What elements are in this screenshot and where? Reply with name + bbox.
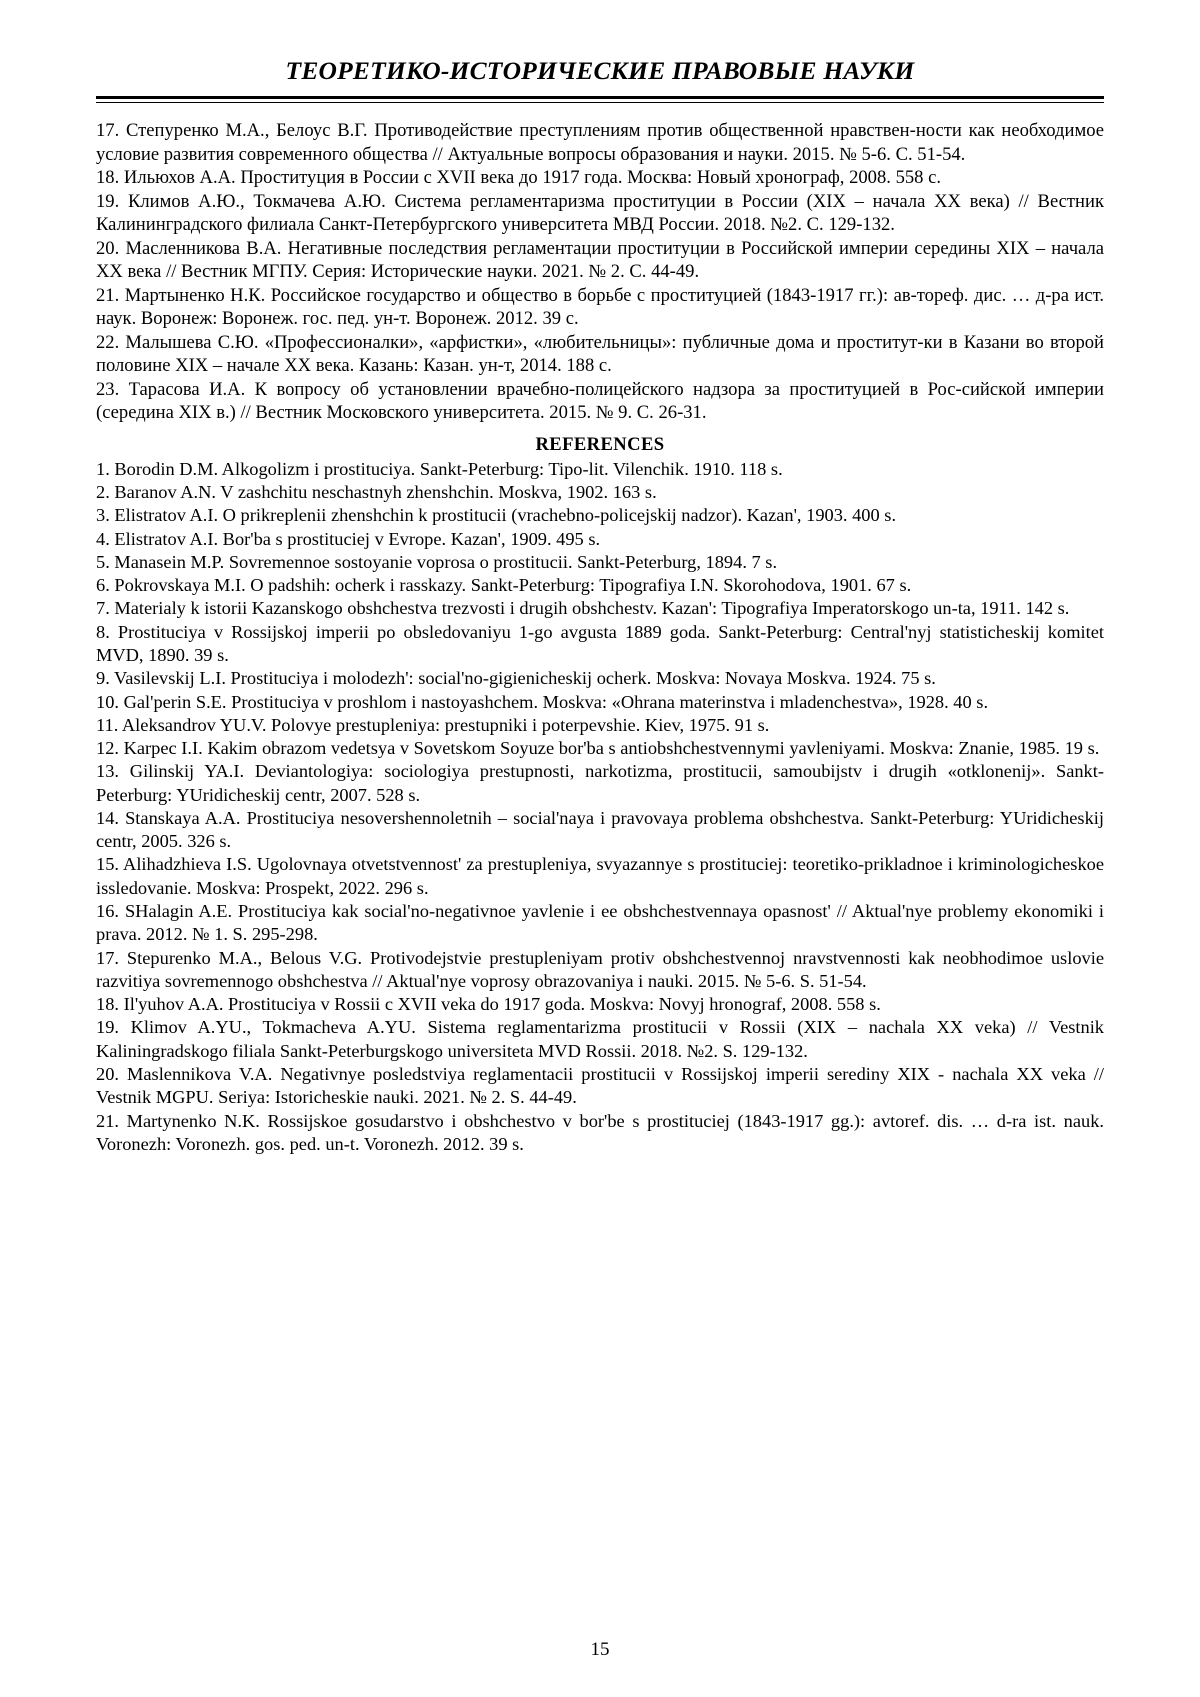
reference-item: 17. Степуренко М.А., Белоус В.Г. Противодействие преступлениям против общественной нравствен-ности как необходимое условие развития современного общества // Актуальные вопросы образования и науки. 2015. № 5-6. С. 51-54. <box>96 120 1104 165</box>
reference-item: 10. Gal'perin S.E. Prostituciya v proshlom i nastoyashchem. Moskva: «Ohrana materinstva i mladenchestva», 1928. 40 s. <box>96 691 989 712</box>
page-title: ТЕОРЕТИКО-ИСТОРИЧЕСКИЕ ПРАВОВЫЕ НАУКИ <box>285 56 915 85</box>
references-heading: REFERENCES <box>535 433 665 455</box>
reference-item: 6. Pokrovskaya M.I. O padshih: ocherk i rasskazy. Sankt-Peterburg: Tipografiya I.N. Skorohodova, 1901. 67 s. <box>96 575 912 596</box>
references-cyrillic-list <box>96 119 1104 425</box>
reference-item: 4. Elistratov A.I. Bor'ba s prostituciej v Evrope. Kazan', 1909. 495 s. <box>96 528 601 549</box>
reference-item: 22. Малышева С.Ю. «Профессионалки», «арфистки», «любительницы»: публичные дома и проститут-ки в Казани во второй половине XIX – начале XX века. Казань: Казан. ун-т, 2014. 188 с. <box>96 331 1104 377</box>
reference-item: 20. Maslennikova V.A. Negativnye posledstviya reglamentacii prostitucii v Rossijskoj imperii serediny XIX - nachala XX veka // Vestnik MGPU. Seriya: Istoricheskie nauki. 2021. № 2. S. 44-49. <box>96 1064 1104 1108</box>
header-divider <box>96 96 1104 103</box>
reference-item: 20. Масленникова В.А. Негативные последствия регламентации проституции в Российской империи середины XIX – начала XX века // Вестник МГПУ. Серия: Исторические науки. 2021. № 2. С. 44-49. <box>96 237 1104 283</box>
reference-item: 9. Vasilevskij L.I. Prostituciya i molodezh': social'no-gigienicheskij ocherk. Moskva: Novaya Moskva. 1924. 75 s. <box>96 668 936 689</box>
reference-item: 1. Borodin D.M. Alkogolizm i prostituciya. Sankt-Peterburg: Tipo-lit. Vilenchik. 1910. 118 s. <box>96 458 783 479</box>
reference-item: 3. Elistratov A.I. O prikreplenii zhenshchin k prostitucii (vrachebno-policejskij nadzor). Kazan', 1903. 400 s. <box>96 505 897 526</box>
reference-item: 13. Gilinskij YA.I. Deviantologiya: sociologiya prestupnosti, narkotizma, prostitucii, samoubijstv i drugih «otklonenij». Sankt-Peterburg: YUridicheskij centr, 2007. 528 s. <box>96 761 1104 805</box>
reference-item: 23. Тарасова И.А. К вопросу об установлении врачебно-полицейского надзора за проституцией в Рос-сийской империи (середина XIX в.) // Вестник Московского университета. 2015. № 9. С. 26-31. <box>96 378 1104 424</box>
page-number: 15 <box>590 1639 610 1660</box>
reference-item: 17. Stepurenko M.A., Belous V.G. Protivodejstvie prestupleniyam protiv obshchestvennoj nravstvennosti kak neobhodimoe uslovie razvitiya sovremennogo obshchestva // Aktual'nye voprosy obrazovaniya i nauki. 2015. № 5-6. S. 51-54. <box>96 947 1104 991</box>
reference-item: 2. Baranov A.N. V zashchitu neschastnyh zhenshchin. Moskva, 1902. 163 s. <box>96 481 657 502</box>
reference-item: 19. Климов А.Ю., Токмачева А.Ю. Система регламентаризма проституции в России (XIX – начала XX века) // Вестник Калининградского филиала Санкт-Петербургского университета МВД России. 2018. №2. С. 129-132. <box>96 190 1104 236</box>
reference-item: 11. Aleksandrov YU.V. Polovye prestupleniya: prestupniki i poterpevshie. Kiev, 1975. 91 s. <box>96 714 770 735</box>
reference-item: 7. Materialy k istorii Kazanskogo obshchestva trezvosti i drugih obshchestv. Kazan': Tipografiya Imperatorskogo un-ta, 1911. 142 s. <box>96 598 1070 619</box>
reference-item: 15. Alihadzhieva I.S. Ugolovnaya otvetstvennost' za prestupleniya, svyazannye s prostituciej: teoretiko-prikladnoe i kriminologicheskoe issledovanie. Moskva: Prospekt, 2022. 296 s. <box>96 854 1104 898</box>
reference-item: 14. Stanskaya A.A. Prostituciya nesovershennoletnih – social'naya i pravovaya problema obshchestva. Sankt-Peterburg: YUridicheskij centr, 2005. 326 s. <box>96 807 1104 852</box>
reference-item: 18. Il'yuhov A.A. Prostituciya v Rossii c XVII veka do 1917 goda. Moskva: Novyj hronograf, 2008. 558 s. <box>96 994 881 1015</box>
reference-item: 18. Ильюхов А.А. Проституция в России с XVII века до 1917 года. Москва: Новый хронограф, 2008. 558 с. <box>96 167 942 189</box>
reference-item: 5. Manasein M.P. Sovremennoe sostoyanie voprosa o prostitucii. Sankt-Peterburg, 1894. 7 s. <box>96 551 778 572</box>
reference-item: 21. Martynenko N.K. Rossijskoe gosudarstvo i obshchestvo v bor'be s prostituciej (1843-1917 gg.): avtoref. dis. … d-ra ist. nauk. Voronezh: Voronezh. gos. ped. un-t. Voronezh. 2012. 39 s. <box>96 1110 1104 1154</box>
reference-item: 12. Karpec I.I. Kakim obrazom vedetsya v Sovetskom Soyuze bor'ba s antiobshchestvennymi yavleniyami. Moskva: Znanie, 1985. 19 s. <box>96 738 1100 759</box>
reference-item: 16. SHalagin A.E. Prostituciya kak social'no-negativnoe yavlenie i ee obshchestvennaya opasnost' // Aktual'nye problemy ekonomiki i prava. 2012. № 1. S. 295-298. <box>96 901 1104 945</box>
reference-item: 8. Prostituciya v Rossijskoj imperii po obsledovaniyu 1-go avgusta 1889 goda. Sankt-Peterburg: Central'nyj statisticheskij komitet MVD, 1890. 39 s. <box>96 621 1104 665</box>
reference-item: 21. Мартыненко Н.К. Российское государство и общество в борьбе с проституцией (1843-1917 гг.): ав-тореф. дис. … д-ра ист. наук. Воронеж: Воронеж. гос. пед. ун-т. Воронеж. 2012. 39 с. <box>96 284 1104 330</box>
references-latin-list <box>96 458 1104 1156</box>
reference-item: 19. Klimov A.YU., Tokmacheva A.YU. Sistema reglamentarizma prostitucii v Rossii (XIX – nachala XX veka) // Vestnik Kaliningradskogo filiala Sankt-Peterburgskogo universiteta MVD Rossii. 2018. №2. S. 129-132. <box>96 1017 1104 1061</box>
